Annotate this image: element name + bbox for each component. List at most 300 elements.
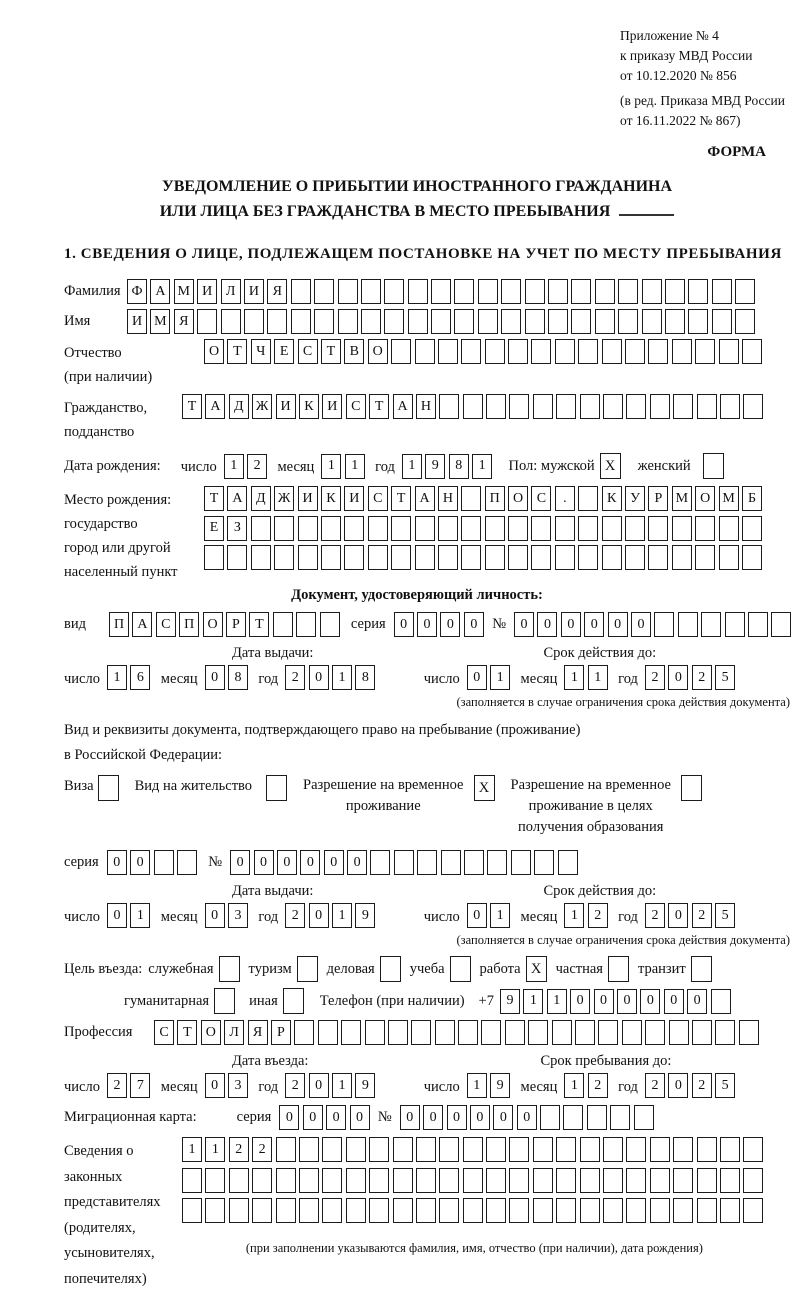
form-cell[interactable] xyxy=(346,1198,366,1223)
form-cell[interactable] xyxy=(712,279,732,304)
form-cell[interactable]: 5 xyxy=(715,1073,735,1098)
form-cell[interactable]: И xyxy=(127,309,147,334)
form-cell[interactable] xyxy=(384,309,404,334)
form-cell[interactable] xyxy=(688,309,708,334)
form-cell[interactable]: 0 xyxy=(514,612,534,637)
form-cell[interactable]: Т xyxy=(369,394,389,419)
form-cell[interactable] xyxy=(771,612,791,637)
form-cell[interactable] xyxy=(719,339,739,364)
form-cell[interactable]: 1 xyxy=(564,665,584,690)
form-cell[interactable]: И xyxy=(344,486,364,511)
form-cell[interactable] xyxy=(533,1137,553,1162)
form-cell[interactable]: 2 xyxy=(107,1073,127,1098)
sex-male-checkbox[interactable]: X xyxy=(600,453,621,479)
form-cell[interactable]: 2 xyxy=(247,454,267,479)
form-cell[interactable] xyxy=(575,1020,595,1045)
form-cell[interactable] xyxy=(341,1020,361,1045)
form-cell[interactable]: 0 xyxy=(584,612,604,637)
form-cell[interactable] xyxy=(417,850,437,875)
form-cell[interactable]: 5 xyxy=(715,903,735,928)
form-cell[interactable]: 1 xyxy=(588,665,608,690)
form-cell[interactable]: 2 xyxy=(692,903,712,928)
form-cell[interactable] xyxy=(603,394,623,419)
form-cell[interactable] xyxy=(251,516,271,541)
form-cell[interactable] xyxy=(665,309,685,334)
form-cell[interactable] xyxy=(531,339,551,364)
form-cell[interactable] xyxy=(509,394,529,419)
form-cell[interactable] xyxy=(598,1020,618,1045)
form-cell[interactable] xyxy=(197,309,217,334)
form-cell[interactable] xyxy=(478,279,498,304)
form-cell[interactable]: 9 xyxy=(355,903,375,928)
temp-residence-checkbox[interactable]: X xyxy=(474,775,495,801)
form-cell[interactable] xyxy=(509,1198,529,1223)
form-cell[interactable] xyxy=(533,1168,553,1193)
form-cell[interactable] xyxy=(322,1137,342,1162)
form-cell[interactable]: 0 xyxy=(467,903,487,928)
form-cell[interactable] xyxy=(394,850,414,875)
form-cell[interactable] xyxy=(177,850,197,875)
form-cell[interactable]: Д xyxy=(229,394,249,419)
form-cell[interactable] xyxy=(650,1168,670,1193)
form-cell[interactable]: 7 xyxy=(130,1073,150,1098)
form-cell[interactable]: 3 xyxy=(228,1073,248,1098)
form-cell[interactable]: О xyxy=(695,486,715,511)
purpose-tourism-checkbox[interactable] xyxy=(297,956,318,982)
form-cell[interactable] xyxy=(720,1168,740,1193)
form-cell[interactable] xyxy=(322,1168,342,1193)
form-cell[interactable] xyxy=(486,1168,506,1193)
form-cell[interactable] xyxy=(384,279,404,304)
form-cell[interactable]: Т xyxy=(182,394,202,419)
form-cell[interactable]: К xyxy=(602,486,622,511)
form-cell[interactable] xyxy=(712,309,732,334)
form-cell[interactable] xyxy=(556,1168,576,1193)
form-cell[interactable]: 0 xyxy=(417,612,437,637)
form-cell[interactable] xyxy=(361,279,381,304)
form-cell[interactable] xyxy=(368,516,388,541)
form-cell[interactable] xyxy=(743,1137,763,1162)
form-cell[interactable]: 2 xyxy=(588,1073,608,1098)
form-cell[interactable] xyxy=(511,850,531,875)
form-cell[interactable]: Н xyxy=(416,394,436,419)
form-cell[interactable]: А xyxy=(415,486,435,511)
form-cell[interactable]: 1 xyxy=(332,903,352,928)
form-cell[interactable]: Е xyxy=(274,339,294,364)
form-cell[interactable] xyxy=(439,1168,459,1193)
form-cell[interactable] xyxy=(595,309,615,334)
form-cell[interactable]: 0 xyxy=(205,665,225,690)
form-cell[interactable] xyxy=(441,850,461,875)
form-cell[interactable] xyxy=(438,516,458,541)
form-cell[interactable]: 2 xyxy=(645,1073,665,1098)
form-cell[interactable]: О xyxy=(368,339,388,364)
form-cell[interactable] xyxy=(695,545,715,570)
form-cell[interactable] xyxy=(648,516,668,541)
form-cell[interactable]: О xyxy=(203,612,223,637)
form-cell[interactable]: 2 xyxy=(645,903,665,928)
form-cell[interactable]: 0 xyxy=(277,850,297,875)
form-cell[interactable] xyxy=(478,309,498,334)
form-cell[interactable] xyxy=(274,545,294,570)
form-cell[interactable] xyxy=(571,309,591,334)
form-cell[interactable] xyxy=(314,279,334,304)
form-cell[interactable] xyxy=(720,1198,740,1223)
form-cell[interactable] xyxy=(742,516,762,541)
form-cell[interactable] xyxy=(388,1020,408,1045)
form-cell[interactable]: Л xyxy=(224,1020,244,1045)
form-cell[interactable]: Л xyxy=(221,279,241,304)
form-cell[interactable] xyxy=(725,612,745,637)
form-cell[interactable] xyxy=(391,516,411,541)
form-cell[interactable] xyxy=(739,1020,759,1045)
temp-residence-education-checkbox[interactable] xyxy=(681,775,702,801)
form-cell[interactable] xyxy=(294,1020,314,1045)
form-cell[interactable] xyxy=(673,1137,693,1162)
form-cell[interactable] xyxy=(318,1020,338,1045)
form-cell[interactable] xyxy=(673,1198,693,1223)
form-cell[interactable]: 0 xyxy=(664,989,684,1014)
form-cell[interactable] xyxy=(463,394,483,419)
form-cell[interactable]: 0 xyxy=(130,850,150,875)
form-cell[interactable]: 2 xyxy=(645,665,665,690)
form-cell[interactable] xyxy=(534,850,554,875)
form-cell[interactable]: Н xyxy=(438,486,458,511)
form-cell[interactable]: 2 xyxy=(285,903,305,928)
form-cell[interactable]: 2 xyxy=(285,665,305,690)
form-cell[interactable]: Т xyxy=(177,1020,197,1045)
form-cell[interactable]: 1 xyxy=(345,454,365,479)
form-cell[interactable] xyxy=(595,279,615,304)
form-cell[interactable] xyxy=(291,279,311,304)
form-cell[interactable]: 0 xyxy=(440,612,460,637)
form-cell[interactable] xyxy=(321,545,341,570)
form-cell[interactable]: 0 xyxy=(394,612,414,637)
form-cell[interactable] xyxy=(486,394,506,419)
form-cell[interactable]: 0 xyxy=(324,850,344,875)
form-cell[interactable]: И xyxy=(244,279,264,304)
form-cell[interactable] xyxy=(555,516,575,541)
form-cell[interactable] xyxy=(525,279,545,304)
form-cell[interactable]: И xyxy=(197,279,217,304)
form-cell[interactable] xyxy=(501,309,521,334)
residence-permit-checkbox[interactable] xyxy=(266,775,287,801)
form-cell[interactable] xyxy=(580,1137,600,1162)
form-cell[interactable] xyxy=(408,279,428,304)
form-cell[interactable] xyxy=(509,1137,529,1162)
form-cell[interactable]: 2 xyxy=(692,665,712,690)
form-cell[interactable] xyxy=(408,309,428,334)
form-cell[interactable] xyxy=(603,1168,623,1193)
form-cell[interactable]: Т xyxy=(321,339,341,364)
form-cell[interactable]: М xyxy=(174,279,194,304)
form-cell[interactable]: 5 xyxy=(715,665,735,690)
form-cell[interactable]: 1 xyxy=(467,1073,487,1098)
form-cell[interactable]: 1 xyxy=(182,1137,202,1162)
form-cell[interactable]: . xyxy=(555,486,575,511)
form-cell[interactable] xyxy=(439,394,459,419)
form-cell[interactable]: 0 xyxy=(205,903,225,928)
form-cell[interactable]: 0 xyxy=(464,612,484,637)
form-cell[interactable] xyxy=(508,516,528,541)
form-cell[interactable]: Ж xyxy=(252,394,272,419)
form-cell[interactable]: Я xyxy=(248,1020,268,1045)
form-cell[interactable] xyxy=(229,1198,249,1223)
form-cell[interactable] xyxy=(697,1168,717,1193)
form-cell[interactable] xyxy=(743,1168,763,1193)
form-cell[interactable] xyxy=(673,394,693,419)
form-cell[interactable] xyxy=(252,1198,272,1223)
form-cell[interactable]: 0 xyxy=(561,612,581,637)
form-cell[interactable] xyxy=(743,394,763,419)
form-cell[interactable] xyxy=(244,309,264,334)
form-cell[interactable] xyxy=(481,1020,501,1045)
form-cell[interactable] xyxy=(742,545,762,570)
form-cell[interactable]: 0 xyxy=(640,989,660,1014)
form-cell[interactable]: 0 xyxy=(347,850,367,875)
form-cell[interactable] xyxy=(555,339,575,364)
form-cell[interactable] xyxy=(711,989,731,1014)
form-cell[interactable] xyxy=(461,339,481,364)
form-cell[interactable] xyxy=(464,850,484,875)
form-cell[interactable] xyxy=(672,545,692,570)
form-cell[interactable] xyxy=(650,394,670,419)
form-cell[interactable] xyxy=(346,1168,366,1193)
form-cell[interactable]: 0 xyxy=(254,850,274,875)
form-cell[interactable] xyxy=(720,1137,740,1162)
form-cell[interactable] xyxy=(299,1168,319,1193)
form-cell[interactable] xyxy=(391,339,411,364)
form-cell[interactable]: 0 xyxy=(423,1105,443,1130)
form-cell[interactable]: З xyxy=(227,516,247,541)
form-cell[interactable] xyxy=(531,545,551,570)
form-cell[interactable] xyxy=(298,545,318,570)
form-cell[interactable] xyxy=(697,394,717,419)
form-cell[interactable] xyxy=(650,1198,670,1223)
form-cell[interactable] xyxy=(602,339,622,364)
form-cell[interactable] xyxy=(369,1168,389,1193)
form-cell[interactable]: Т xyxy=(204,486,224,511)
form-cell[interactable] xyxy=(642,279,662,304)
form-cell[interactable] xyxy=(578,516,598,541)
form-cell[interactable] xyxy=(669,1020,689,1045)
form-cell[interactable] xyxy=(558,850,578,875)
form-cell[interactable] xyxy=(508,545,528,570)
form-cell[interactable] xyxy=(415,339,435,364)
form-cell[interactable]: 0 xyxy=(303,1105,323,1130)
form-cell[interactable]: Т xyxy=(391,486,411,511)
form-cell[interactable] xyxy=(650,1137,670,1162)
form-cell[interactable]: 2 xyxy=(229,1137,249,1162)
form-cell[interactable] xyxy=(229,1168,249,1193)
form-cell[interactable]: 0 xyxy=(668,903,688,928)
form-cell[interactable]: С xyxy=(368,486,388,511)
form-cell[interactable]: Р xyxy=(226,612,246,637)
form-cell[interactable] xyxy=(508,339,528,364)
form-cell[interactable] xyxy=(548,279,568,304)
form-cell[interactable]: 1 xyxy=(472,454,492,479)
form-cell[interactable]: 2 xyxy=(588,903,608,928)
form-cell[interactable] xyxy=(634,1105,654,1130)
form-cell[interactable]: 0 xyxy=(517,1105,537,1130)
form-cell[interactable]: П xyxy=(485,486,505,511)
form-cell[interactable]: П xyxy=(109,612,129,637)
form-cell[interactable]: 0 xyxy=(470,1105,490,1130)
form-cell[interactable] xyxy=(369,1137,389,1162)
form-cell[interactable]: Ф xyxy=(127,279,147,304)
form-cell[interactable]: 0 xyxy=(309,903,329,928)
form-cell[interactable] xyxy=(454,309,474,334)
form-cell[interactable] xyxy=(486,1198,506,1223)
form-cell[interactable] xyxy=(411,1020,431,1045)
form-cell[interactable]: Р xyxy=(271,1020,291,1045)
form-cell[interactable] xyxy=(552,1020,572,1045)
purpose-business-checkbox[interactable] xyxy=(380,956,401,982)
form-cell[interactable] xyxy=(587,1105,607,1130)
form-cell[interactable] xyxy=(338,309,358,334)
form-cell[interactable] xyxy=(298,516,318,541)
form-cell[interactable] xyxy=(314,309,334,334)
form-cell[interactable]: 1 xyxy=(332,665,352,690)
form-cell[interactable] xyxy=(415,545,435,570)
form-cell[interactable] xyxy=(369,1198,389,1223)
form-cell[interactable] xyxy=(672,339,692,364)
form-cell[interactable] xyxy=(486,1137,506,1162)
form-cell[interactable] xyxy=(291,309,311,334)
form-cell[interactable] xyxy=(533,394,553,419)
form-cell[interactable] xyxy=(346,1137,366,1162)
form-cell[interactable]: И xyxy=(276,394,296,419)
purpose-other-checkbox[interactable] xyxy=(283,988,304,1014)
form-cell[interactable] xyxy=(276,1198,296,1223)
form-cell[interactable] xyxy=(431,309,451,334)
form-cell[interactable] xyxy=(625,516,645,541)
purpose-transit-checkbox[interactable] xyxy=(691,956,712,982)
form-cell[interactable] xyxy=(182,1168,202,1193)
form-cell[interactable]: А xyxy=(205,394,225,419)
form-cell[interactable] xyxy=(578,545,598,570)
form-cell[interactable]: 1 xyxy=(523,989,543,1014)
form-cell[interactable]: А xyxy=(150,279,170,304)
form-cell[interactable]: 0 xyxy=(467,665,487,690)
form-cell[interactable] xyxy=(556,394,576,419)
form-cell[interactable] xyxy=(393,1137,413,1162)
form-cell[interactable] xyxy=(626,1198,646,1223)
form-cell[interactable] xyxy=(435,1020,455,1045)
form-cell[interactable] xyxy=(688,279,708,304)
form-cell[interactable]: Я xyxy=(174,309,194,334)
form-cell[interactable]: 2 xyxy=(252,1137,272,1162)
form-cell[interactable] xyxy=(648,545,668,570)
form-cell[interactable]: 8 xyxy=(449,454,469,479)
form-cell[interactable]: 8 xyxy=(355,665,375,690)
form-cell[interactable] xyxy=(748,612,768,637)
form-cell[interactable] xyxy=(622,1020,642,1045)
form-cell[interactable] xyxy=(715,1020,735,1045)
form-cell[interactable]: К xyxy=(299,394,319,419)
form-cell[interactable]: 0 xyxy=(205,1073,225,1098)
form-cell[interactable]: 0 xyxy=(668,665,688,690)
form-cell[interactable] xyxy=(556,1198,576,1223)
form-cell[interactable]: 1 xyxy=(321,454,341,479)
form-cell[interactable] xyxy=(204,545,224,570)
form-cell[interactable] xyxy=(697,1198,717,1223)
form-cell[interactable] xyxy=(454,279,474,304)
form-cell[interactable] xyxy=(735,309,755,334)
form-cell[interactable] xyxy=(461,516,481,541)
form-cell[interactable]: Е xyxy=(204,516,224,541)
form-cell[interactable] xyxy=(463,1168,483,1193)
form-cell[interactable]: А xyxy=(132,612,152,637)
form-cell[interactable]: 1 xyxy=(547,989,567,1014)
form-cell[interactable] xyxy=(678,612,698,637)
form-cell[interactable] xyxy=(438,545,458,570)
form-cell[interactable] xyxy=(580,1198,600,1223)
form-cell[interactable] xyxy=(431,279,451,304)
form-cell[interactable]: 0 xyxy=(400,1105,420,1130)
form-cell[interactable]: В xyxy=(344,339,364,364)
form-cell[interactable] xyxy=(463,1137,483,1162)
form-cell[interactable] xyxy=(416,1137,436,1162)
form-cell[interactable] xyxy=(701,612,721,637)
form-cell[interactable] xyxy=(487,850,507,875)
form-cell[interactable]: Б xyxy=(742,486,762,511)
form-cell[interactable] xyxy=(391,545,411,570)
form-cell[interactable]: 1 xyxy=(130,903,150,928)
form-cell[interactable] xyxy=(540,1105,560,1130)
form-cell[interactable] xyxy=(370,850,390,875)
form-cell[interactable]: 9 xyxy=(500,989,520,1014)
form-cell[interactable] xyxy=(626,1168,646,1193)
form-cell[interactable]: Т xyxy=(227,339,247,364)
form-cell[interactable] xyxy=(416,1198,436,1223)
form-cell[interactable]: Д xyxy=(251,486,271,511)
form-cell[interactable]: 1 xyxy=(205,1137,225,1162)
form-cell[interactable] xyxy=(463,1198,483,1223)
form-cell[interactable] xyxy=(393,1198,413,1223)
form-cell[interactable] xyxy=(625,545,645,570)
form-cell[interactable]: 1 xyxy=(224,454,244,479)
form-cell[interactable] xyxy=(720,394,740,419)
form-cell[interactable] xyxy=(415,516,435,541)
form-cell[interactable] xyxy=(299,1198,319,1223)
form-cell[interactable]: А xyxy=(393,394,413,419)
form-cell[interactable] xyxy=(365,1020,385,1045)
form-cell[interactable]: 0 xyxy=(617,989,637,1014)
form-cell[interactable]: И xyxy=(298,486,318,511)
form-cell[interactable] xyxy=(735,279,755,304)
form-cell[interactable] xyxy=(221,309,241,334)
form-cell[interactable] xyxy=(276,1168,296,1193)
form-cell[interactable] xyxy=(719,545,739,570)
form-cell[interactable]: М xyxy=(672,486,692,511)
form-cell[interactable] xyxy=(205,1168,225,1193)
form-cell[interactable]: С xyxy=(154,1020,174,1045)
visa-checkbox[interactable] xyxy=(98,775,119,801)
form-cell[interactable]: 1 xyxy=(490,665,510,690)
form-cell[interactable]: М xyxy=(150,309,170,334)
form-cell[interactable]: 0 xyxy=(300,850,320,875)
form-cell[interactable] xyxy=(695,339,715,364)
form-cell[interactable] xyxy=(625,339,645,364)
form-cell[interactable] xyxy=(458,1020,478,1045)
purpose-official-checkbox[interactable] xyxy=(219,956,240,982)
form-cell[interactable]: 8 xyxy=(228,665,248,690)
form-cell[interactable]: 1 xyxy=(564,1073,584,1098)
form-cell[interactable] xyxy=(252,1168,272,1193)
form-cell[interactable] xyxy=(692,1020,712,1045)
form-cell[interactable]: 0 xyxy=(279,1105,299,1130)
